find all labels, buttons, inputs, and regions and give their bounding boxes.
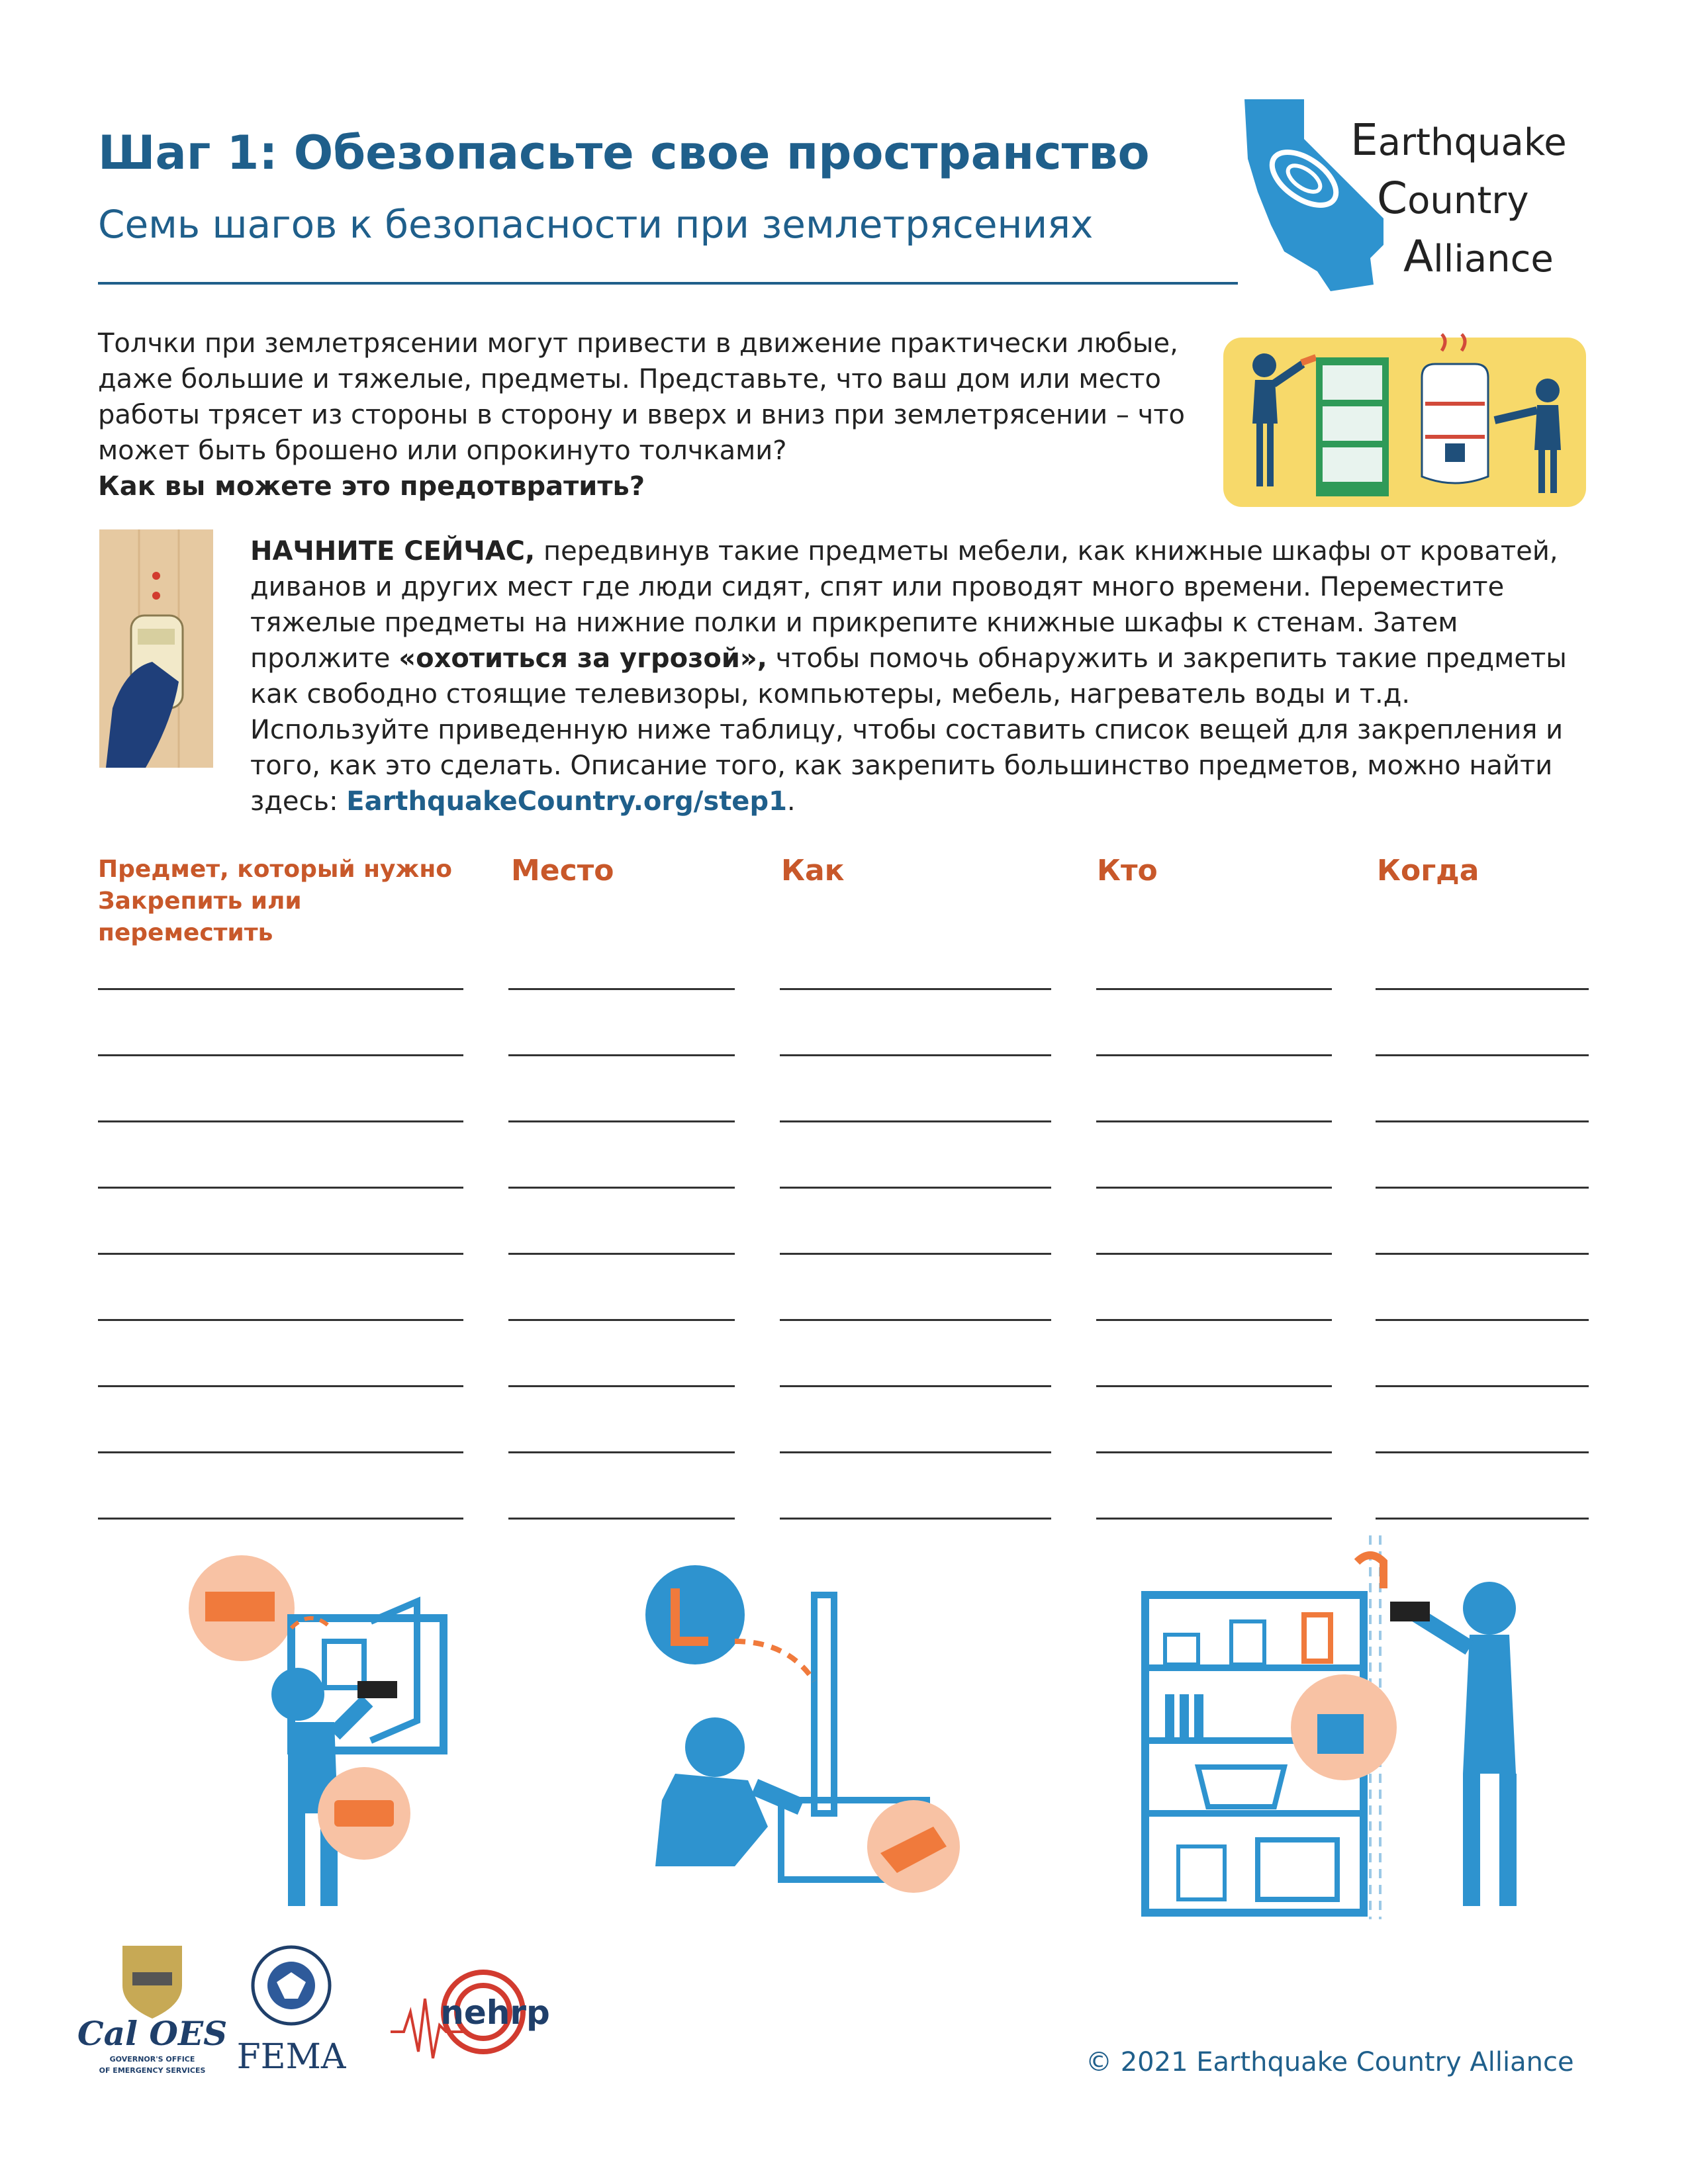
logo-word-earthquake: arthquake: [1378, 121, 1567, 164]
nehrp-logo: [391, 1972, 550, 2058]
fill-line-when[interactable]: [1376, 1253, 1589, 1255]
fill-line-when[interactable]: [1376, 1120, 1589, 1122]
cabinet-latch-illustration: [179, 1549, 457, 1906]
fill-line-how[interactable]: [780, 1253, 1051, 1255]
logo-word-alliance: lliance: [1433, 238, 1554, 281]
fill-line-item[interactable]: [98, 1253, 463, 1255]
fill-line-item[interactable]: [98, 1120, 463, 1122]
caloes-subtitle-2: OF EMERGENCY SERVICES: [99, 2066, 206, 2075]
fill-line-who[interactable]: [1096, 1451, 1332, 1453]
logo-initial-c: C: [1377, 173, 1408, 224]
tv-strap-illustration: [635, 1562, 980, 1906]
fill-line-item[interactable]: [98, 1451, 463, 1453]
fill-line-place[interactable]: [508, 1253, 735, 1255]
intro-question: Как вы можете это предотвратить?: [98, 471, 645, 502]
fill-line-who[interactable]: [1096, 988, 1332, 990]
fill-line-how[interactable]: [780, 1319, 1051, 1321]
instructions-paragraph: [250, 533, 1594, 819]
fema-text: FEMA: [236, 2037, 346, 2077]
start-text-end: .: [786, 786, 796, 817]
fill-line-who[interactable]: [1096, 1518, 1332, 1520]
page-subtitle: Семь шагов к безопасности при землетрясениях: [98, 202, 1094, 247]
fill-line-when[interactable]: [1376, 1385, 1589, 1387]
fill-line-who[interactable]: [1096, 1187, 1332, 1189]
fill-line-place[interactable]: [508, 1385, 735, 1387]
nehrp-text: nehrp: [440, 1993, 550, 2032]
fill-line-when[interactable]: [1376, 1518, 1589, 1520]
logo-initial-a: A: [1403, 231, 1434, 282]
fill-line-place[interactable]: [508, 1451, 735, 1453]
fill-line-who[interactable]: [1096, 1319, 1332, 1321]
sponsor-logos: [77, 1946, 589, 2091]
fill-line-how[interactable]: [780, 1054, 1051, 1056]
logo-word-country: ountry: [1407, 179, 1529, 222]
fill-line-when[interactable]: [1376, 988, 1589, 990]
fill-line-place[interactable]: [508, 1518, 735, 1520]
logo-initial-e: E: [1350, 114, 1378, 165]
start-text-part1: передвинув такие предметы мебели, как книжные шкафы от кроватей, диванов и других мест где люди сидят, спят или проводят много времени. Переместите тяжелые предметы на нижние полки и прикрепите книжные шкафы к стенам. Затем пролжите: [250, 536, 1558, 674]
fill-line-item[interactable]: [98, 988, 463, 990]
column-header-place: Место: [511, 854, 614, 887]
fill-line-who[interactable]: [1096, 1385, 1332, 1387]
column-header-item: Предмет, который нужно Закрепить или переместить: [98, 856, 452, 946]
caloes-subtitle-1: GOVERNOR'S OFFICE: [109, 2055, 195, 2064]
hazard-hunt-phrase: «охотиться за угрозой»,: [399, 643, 767, 674]
fill-line-place[interactable]: [508, 988, 735, 990]
fill-line-who[interactable]: [1096, 1054, 1332, 1056]
fema-logo: [237, 1947, 347, 2077]
fill-line-place[interactable]: [508, 1187, 735, 1189]
fill-line-when[interactable]: [1376, 1319, 1589, 1321]
intro-paragraph: [98, 326, 1223, 504]
fill-line-how[interactable]: [780, 1120, 1051, 1122]
securing-furniture-illustration: [1223, 338, 1586, 507]
fill-line-when[interactable]: [1376, 1187, 1589, 1189]
fill-line-when[interactable]: [1376, 1451, 1589, 1453]
fill-line-place[interactable]: [508, 1054, 735, 1056]
eca-logo-text: [1350, 113, 1567, 287]
column-header-how: Как: [781, 854, 845, 887]
fill-line-item[interactable]: [98, 1518, 463, 1520]
column-header-who: Кто: [1097, 854, 1158, 887]
caloes-text: Cal OES: [77, 2014, 228, 2053]
fill-line-item[interactable]: [98, 1385, 463, 1387]
fill-line-item[interactable]: [98, 1187, 463, 1189]
fill-line-who[interactable]: [1096, 1120, 1332, 1122]
fill-line-place[interactable]: [508, 1120, 735, 1122]
fill-line-how[interactable]: [780, 1451, 1051, 1453]
fill-line-when[interactable]: [1376, 1054, 1589, 1056]
column-header-when: Когда: [1377, 854, 1479, 887]
page-title: Шаг 1: Обезопасьте свое пространство: [98, 126, 1150, 180]
caloes-logo: [77, 1946, 227, 2075]
intro-text: Толчки при землетрясении могут привести в движение практически любые, даже большие и тяжелые, предметы. Представьте, что ваш дом или место работы трясет из стороны в сторону и вверх и вниз при землетрясении – что может быть брошено или опрокинуто толчками?: [98, 328, 1186, 466]
stud-finder-illustration: [99, 529, 213, 768]
title-divider: [98, 282, 1238, 285]
start-now-lead: НАЧНИТЕ СЕЙЧАС,: [250, 536, 536, 567]
fill-line-how[interactable]: [780, 1385, 1051, 1387]
fill-line-how[interactable]: [780, 988, 1051, 990]
fill-line-item[interactable]: [98, 1319, 463, 1321]
bookcase-anchor-illustration: [1139, 1535, 1575, 1919]
fill-line-how[interactable]: [780, 1187, 1051, 1189]
copyright: © 2021 Earthquake Country Alliance: [1086, 2047, 1574, 2077]
fill-line-item[interactable]: [98, 1054, 463, 1056]
fill-line-place[interactable]: [508, 1319, 735, 1321]
start-text-part2: чтобы помочь обнаружить и закрепить такие предметы как свободно стоящие телевизоры, компьютеры, мебель, нагреватель воды и т.д. Используйте приведенную ниже таблицу, чтобы составить список вещей для закрепления и того, как это сделать. Описание того, как закрепить большинство предметов, можно найти здесь:: [250, 643, 1567, 817]
fill-line-who[interactable]: [1096, 1253, 1332, 1255]
step1-link[interactable]: EarthquakeCountry.org/step1: [346, 786, 787, 817]
fill-line-how[interactable]: [780, 1518, 1051, 1520]
